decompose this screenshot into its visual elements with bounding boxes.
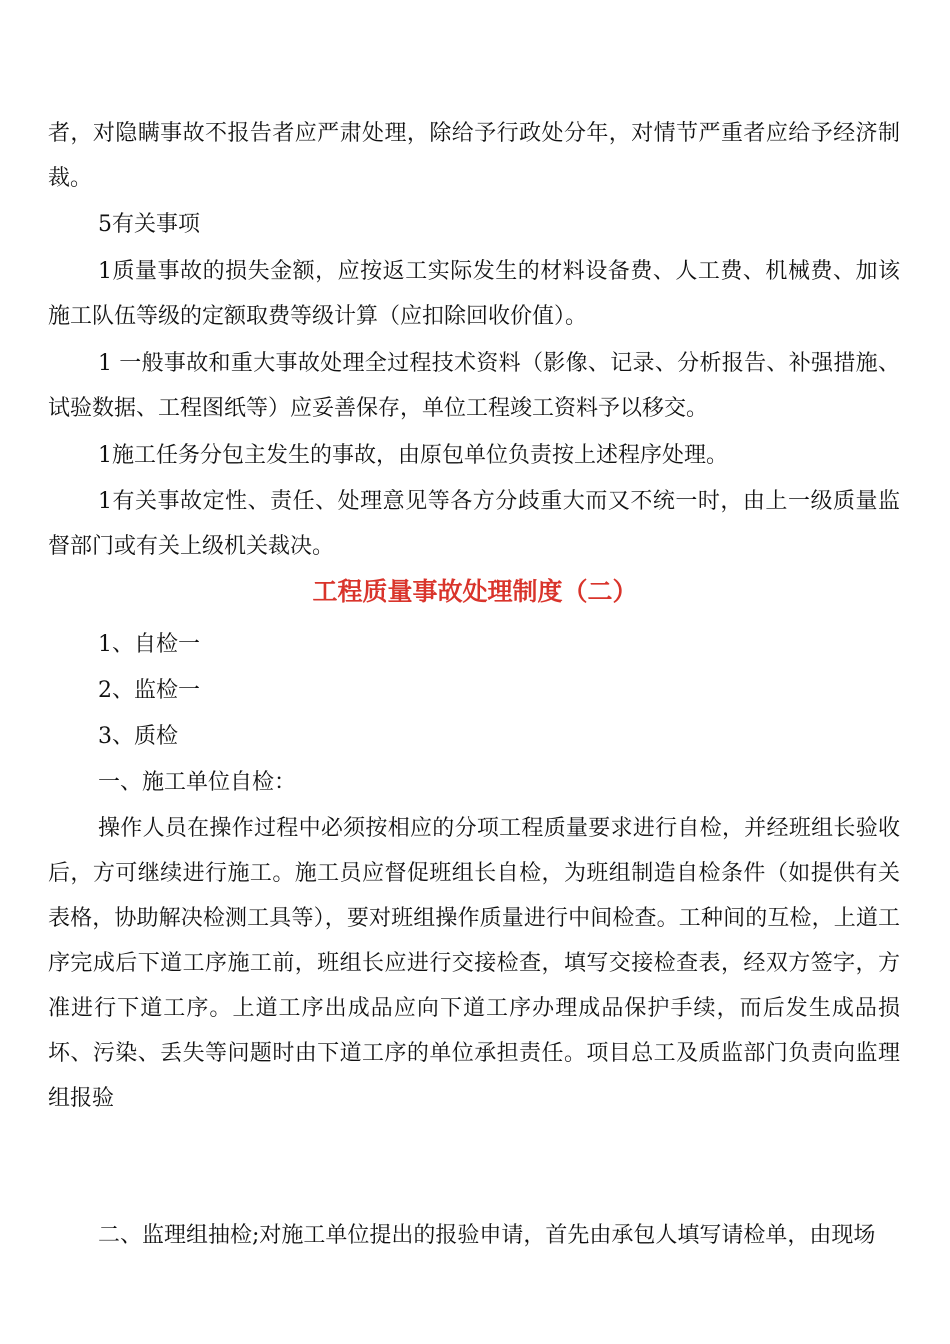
paragraph-subcontract-accidents: 1施工任务分包主发生的事故，由原包单位负责按上述程序处理。 bbox=[98, 443, 728, 468]
paragraph-self-check-body: 操作人员在操作过程中必须按相应的分项工程质量要求进行自检，并经班组长验收后，方可继续进行施工。施工员应督促班组长自检，为班组制造自检条件（如提供有关表格，协助解决检测工具等），要对班组操作质量进行中间检查。工种间的互检，上道工序完成后下道工序施工前，班组长应进行交接检查，填写交接检查表，经双方签字，方准进行下道工序。上道工序出成品应向下道工序办理成品保护手续，而后发生成品损坏、污染、丢失等问题时由下道工序的单位承担责任。项目总工及质监部门负责向监理组报验 bbox=[48, 816, 900, 1111]
list-item-quality-check: 3、质检 bbox=[98, 724, 178, 749]
list-item-supervision-check: 2、监检一 bbox=[98, 678, 200, 703]
paragraph-continuation: 者，对隐瞒事故不报告者应严肃处理，除给予行政处分年，对情节严重者应给予经济制裁。 bbox=[48, 121, 900, 191]
section-title: 工程质量事故处理制度（二） bbox=[312, 577, 638, 606]
list-item-self-check: 1、自检一 bbox=[98, 632, 200, 657]
heading-contractor-self-check: 一、施工单位自检： bbox=[98, 770, 297, 795]
paragraph-disputes: 1有关事故定性、责任、处理意见等各方分歧重大而又不统一时，由上一级质量监督部门或有关上级机关裁决。 bbox=[48, 489, 900, 559]
heading-related-matters: 5有关事项 bbox=[98, 212, 200, 237]
paragraph-supervision-spot-check: 二、监理组抽检;对施工单位提出的报验申请，首先由承包人填写请检单，由现场 bbox=[98, 1223, 876, 1248]
paragraph-loss-amount: 1质量事故的损失金额，应按返工实际发生的材料设备费、人工费、机械费、加该施工队伍等级的定额取费等级计算（应扣除回收价值）。 bbox=[48, 259, 900, 329]
paragraph-technical-records: 1 一般事故和重大事故处理全过程技术资料（影像、记录、分析报告、补强措施、试验数据、工程图纸等）应妥善保存，单位工程竣工资料予以移交。 bbox=[48, 351, 900, 421]
